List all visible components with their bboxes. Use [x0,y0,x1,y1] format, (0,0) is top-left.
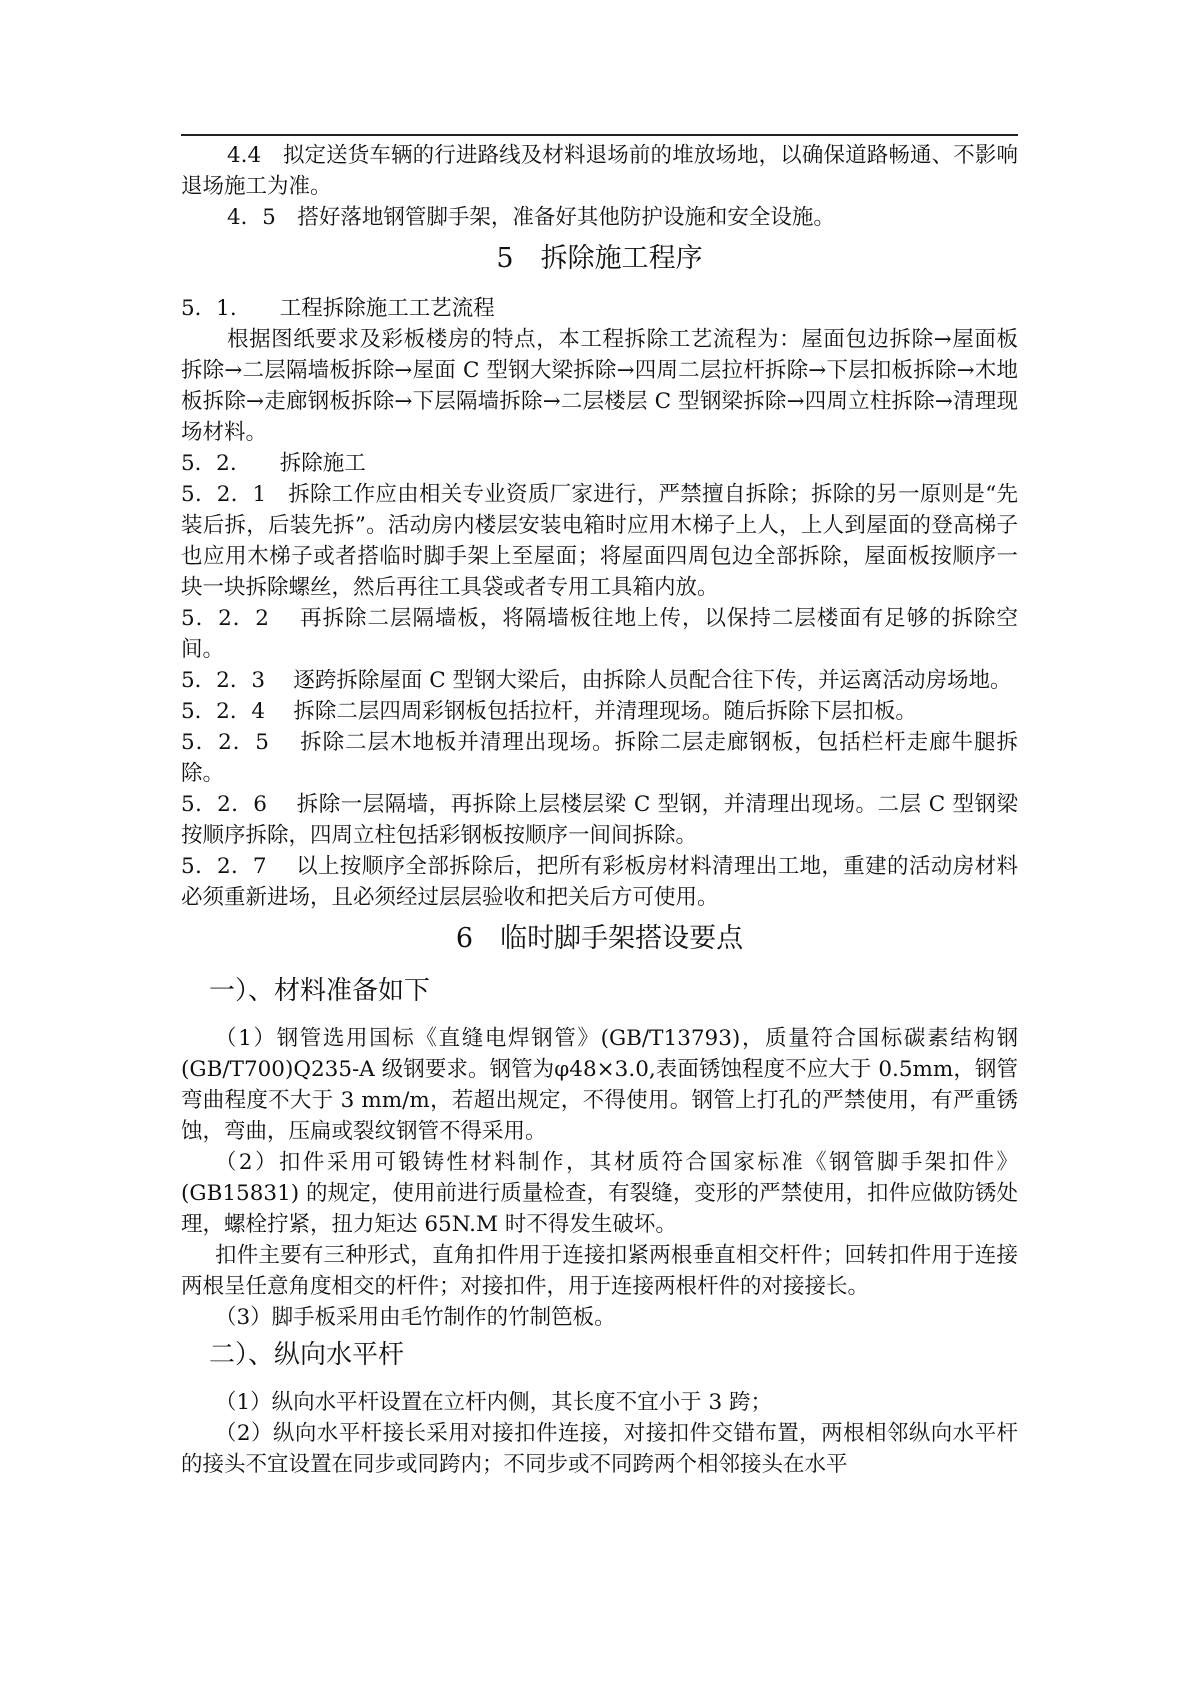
para-4-4: 4.4 拟定送货车辆的行进路线及材料退场前的堆放场地，以确保道路畅通、不影响退场施工为准。 [181,143,1018,199]
subsection-2-title: 二）、纵向水平杆 [209,1340,405,1370]
para-5-2-3: 5．2．3 逐跨拆除屋面 C 型钢大梁后，由拆除人员配合往下传，并运离活动房场地。 [181,668,1012,693]
para-5-2-6: 5．2．6 拆除一层隔墙，再拆除上层楼层梁 C 型钢，并清理出现场。二层 C 型钢梁按顺序拆除，四周立柱包括彩钢板按顺序一间间拆除。 [181,792,1018,848]
para-5-2-5: 5．2．5 拆除二层木地板并清理出现场。拆除二层走廊钢板，包括栏杆走廊牛腿拆除。 [181,730,1018,786]
para-material-1: （1）钢管选用国标《直缝电焊钢管》(GB/T13793)，质量符合国标碳素结构钢(GB/T700)Q235-A 级钢要求。钢管为φ48×3.0,表面锈蚀程度不应大于 0.5mm，钢管弯曲程度不大于 3 mm/m，若超出规定，不得使用。钢管上打孔的严禁使用，有严重锈蚀，弯曲，压扁或裂纹钢管不得采用。 [181,1026,1018,1144]
subsection-1-title: 一）、材料准备如下 [209,976,431,1006]
para-5-2-2: 5．2．2 再拆除二层隔墙板，将隔墙板往地上传，以保持二层楼面有足够的拆除空间。 [181,606,1018,662]
para-5-1-heading: 5．1. 工程拆除施工工艺流程 [181,296,495,321]
para-material-2: （2）扣件采用可锻铸性材料制作，其材质符合国家标准《钢管脚手架扣件》(GB15831) 的规定，使用前进行质量检查，有裂缝，变形的严禁使用，扣件应做防锈处理，螺栓拧紧，扭力矩达 65N.M 时不得发生破坏。 [181,1150,1018,1237]
para-horizontal-2: （2）纵向水平杆接长采用对接扣件连接，对接扣件交错布置，两根相邻纵向水平杆的接头不宜设置在同步或同跨内；不同步或不同跨两个相邻接头在水平 [181,1421,1018,1477]
para-5-2-heading: 5．2. 拆除施工 [181,451,366,476]
header-rule [181,134,1018,136]
para-fastener-types: 扣件主要有三种形式，直角扣件用于连接扣紧两根垂直相交杆件；回转扣件用于连接两根呈任意角度相交的杆件；对接扣件，用于连接两根杆件的对接接长。 [181,1243,1018,1299]
para-5-2-7: 5．2．7 以上按顺序全部拆除后，把所有彩板房材料清理出工地，重建的活动房材料必须重新进场，且必须经过层层验收和把关后方可使用。 [181,854,1018,910]
para-horizontal-1: （1）纵向水平杆设置在立杆内侧，其长度不宜小于 3 跨； [215,1390,773,1415]
para-5-2-4: 5．2．4 拆除二层四周彩钢板包括拉杆，并清理现场。随后拆除下层扣板。 [181,699,917,724]
para-material-3: （3）脚手板采用由毛竹制作的竹制笆板。 [215,1305,616,1330]
para-5-2-1: 5．2．1 拆除工作应由相关专业资质厂家进行，严禁擅自拆除；拆除的另一原则是“先装后拆，后装先拆”。活动房内楼层安装电箱时应用木梯子上人，上人到屋面的登高梯子也应用木梯子或者搭临时脚手架上至屋面；将屋面四周包边全部拆除，屋面板按顺序一块一块拆除螺丝，然后再往工具袋或者专用工具箱内放。 [181,482,1018,600]
para-5-1-body: 根据图纸要求及彩板楼房的特点，本工程拆除工艺流程为：屋面包边拆除→屋面板拆除→二层隔墙板拆除→屋面 C 型钢大梁拆除→四周二层拉杆拆除→下层扣板拆除→木地板拆除→走廊钢板拆除→下层隔墙拆除→二层楼层 C 型钢梁拆除→四周立柱拆除→清理现场材料。 [181,327,1018,445]
section-5-title: 5 拆除施工程序 [496,243,703,274]
section-6-title: 6 临时脚手架搭设要点 [455,923,744,954]
para-4-5: 4．5 搭好落地钢管脚手架，准备好其他防护设施和安全设施。 [227,205,835,230]
document-body [181,140,1018,1480]
